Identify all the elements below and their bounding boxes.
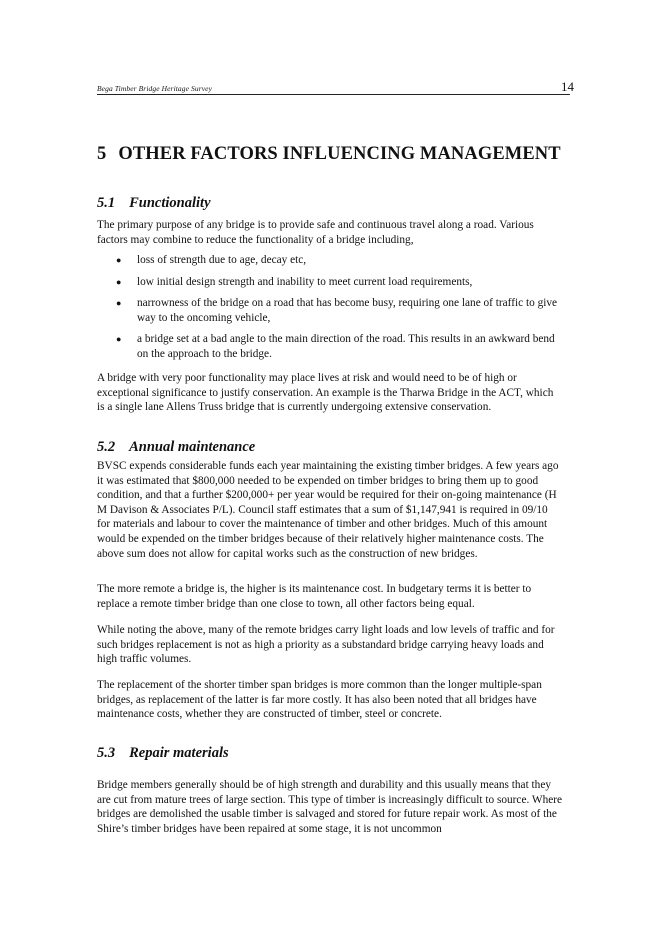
section-heading-functionality <box>97 195 211 212</box>
bullet-list <box>97 253 562 369</box>
paragraph: While noting the above, many of the remote bridges carry light loads and low levels of traffic and for such bridges replacement is not as high a priority as a substandard bridge carrying heavy loads and high traffic volumes. <box>97 624 555 666</box>
section-number: 5.3 <box>97 745 116 761</box>
paragraph: The replacement of the shorter timber span bridges is more common than the longer multiple-span bridges, as replacement of the latter is far more costly. It has also been noted that all bridges have maintenance costs, whether they are constructed of timber, steel or concrete. <box>97 679 542 721</box>
page-number: 14 <box>561 79 574 94</box>
chapter-title: OTHER FACTORS INFLUENCING MANAGEMENT <box>118 144 561 164</box>
section-heading-repair-materials <box>97 745 229 762</box>
section-number: 5.2 <box>97 439 116 455</box>
bullet-icon: ● <box>116 276 122 287</box>
bullet-icon: ● <box>116 334 122 345</box>
paragraph: The more remote a bridge is, the higher is its maintenance cost. In budgetary terms it is better to replace a remote timber bridge than one close to town, all other factors being equal. <box>97 583 532 610</box>
list-item <box>97 253 562 268</box>
chapter-number: 5 <box>97 144 107 164</box>
paragraph: A bridge with very poor functionality may place lives at risk and would need to be of high or exceptional significance to justify conservation. An example is the Tharwa Bridge in the ACT, which is a single lane Allens Truss bridge that is currently undergoing extensive conservation. <box>97 372 554 414</box>
list-item <box>97 332 562 361</box>
section-title: Functionality <box>129 195 211 211</box>
paragraph: Bridge members generally should be of high strength and durability and this usually means that they are cut from mature trees of large section. This type of timber is increasingly difficult to source. Where bridges are demolished the usable timber is salvaged and stored for future repair work. As most of the Shire’s timber bridges have been repaired at some stage, it is not uncommon <box>97 779 563 835</box>
paragraph: BVSC expends considerable funds each year maintaining the existing timber bridges. A few years ago it was estimated that $800,000 needed to be expended on timber bridges to bring them up to good condition, and that a further $200,000+ per year would be required for their on-going maintenance (H M Davison & Associates P/L). Council staff estimates that a sum of $1,147,941 is required in 09/10 for materials and labour to cover the maintenance of timber and other bridges. Much of this amount would be expended on the timber bridges because of their relatively higher maintenance costs. The above sum does not allow for capital works such as the construction of new bridges. <box>97 460 559 560</box>
list-item-text: low initial design strength and inability to meet current load requirements, <box>137 275 473 288</box>
section-title: Repair materials <box>129 745 229 761</box>
list-item-text: a bridge set at a bad angle to the main direction of the road. This results in an awkward bend on the approach to the bridge. <box>137 333 555 360</box>
list-item <box>97 275 562 290</box>
list-item <box>97 296 562 325</box>
section-number: 5.1 <box>97 195 116 211</box>
bullet-icon: ● <box>116 255 122 265</box>
running-header <box>97 79 574 95</box>
header-title: Bega Timber Bridge Heritage Survey <box>97 84 213 93</box>
section-title: Annual maintenance <box>129 439 256 455</box>
chapter-heading <box>97 144 561 165</box>
paragraph: The primary purpose of any bridge is to provide safe and continuous travel along a road. Various factors may combine to reduce the functionality of a bridge including, <box>97 219 534 246</box>
list-item-text: narrowness of the bridge on a road that has become busy, requiring one lane of traffic to give way to the oncoming vehicle, <box>137 297 558 324</box>
section-heading-annual-maintenance <box>97 439 255 456</box>
bullet-icon: ● <box>116 298 122 309</box>
list-item-text: loss of strength due to age, decay etc, <box>137 254 307 266</box>
